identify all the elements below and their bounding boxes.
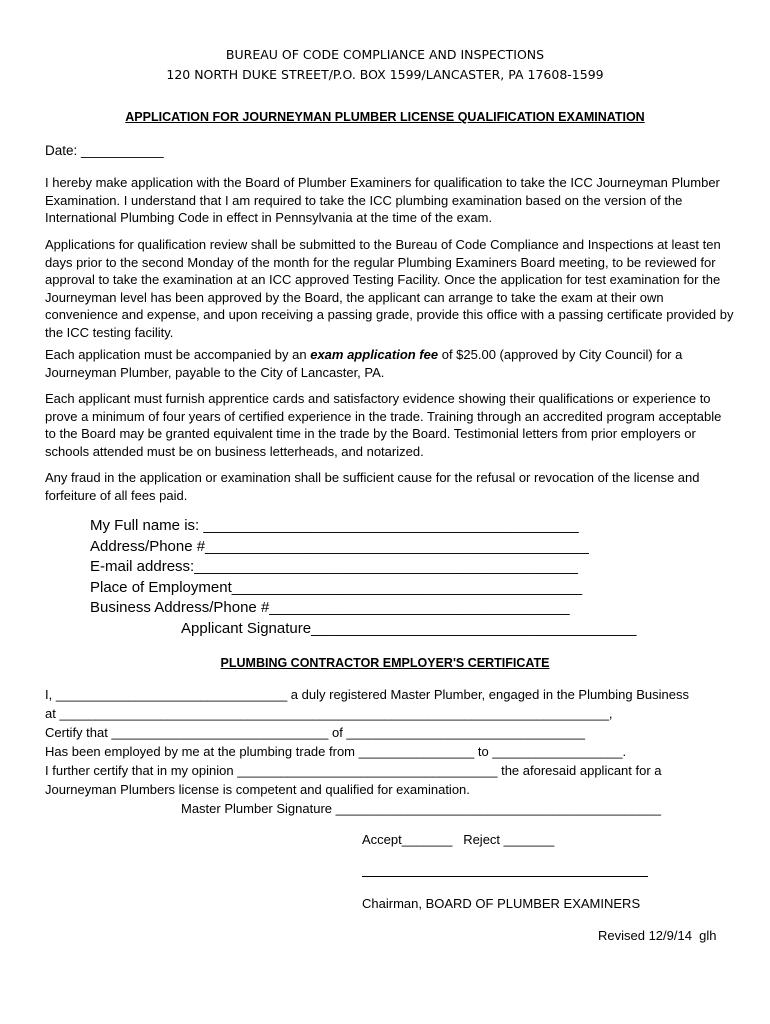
certificate-line-opinion[interactable]: I further certify that in my opinion ____________________________________ the aforesaid applicant for a <box>45 763 662 778</box>
applicant-signature-field[interactable]: Applicant Signature_______________________________________ <box>181 620 637 637</box>
paragraph-evidence: Each applicant must furnish apprentice cards and satisfactory evidence showing their qualifications or experience to prove a minimum of four years of certified experience in the trade. Training through an accredited program acceptable to the Board may be granted equivalent time in the trade by the Board. Testimonial letters from prior employers or schools attended must be on business letterheads, and notarized. <box>45 391 722 459</box>
address-phone-field[interactable]: Address/Phone #______________________________________________ <box>90 538 589 555</box>
certificate-line-employment-dates[interactable]: Has been employed by me at the plumbing trade from ________________ to __________________. <box>45 744 627 759</box>
employment-field[interactable]: Place of Employment__________________________________________ <box>90 579 583 596</box>
certificate-line-master-plumber[interactable]: I, ________________________________ a duly registered Master Plumber, engaged in the Plumbing Business <box>45 687 689 702</box>
revision-note: Revised 12/9/14 glh <box>598 928 717 943</box>
form-title: APPLICATION FOR JOURNEYMAN PLUMBER LICENSE QUALIFICATION EXAMINATION <box>125 110 645 124</box>
date-field[interactable]: Date: ___________ <box>45 143 164 158</box>
fee-text-before: Each application must be accompanied by an <box>45 347 311 362</box>
chairman-label: Chairman, BOARD OF PLUMBER EXAMINERS <box>362 896 641 911</box>
certificate-line-business-location[interactable]: at ____________________________________________________________________________, <box>45 706 613 721</box>
chairman-signature-line[interactable] <box>362 876 648 877</box>
fee-emphasis: exam application fee <box>310 347 439 362</box>
certificate-title: PLUMBING CONTRACTOR EMPLOYER'S CERTIFICATE <box>220 656 550 670</box>
bureau-name: BUREAU OF CODE COMPLIANCE AND INSPECTIONS <box>225 47 545 62</box>
paragraph-fee <box>45 346 735 381</box>
master-plumber-signature-field[interactable]: Master Plumber Signature _____________________________________________ <box>181 801 661 816</box>
certificate-line-certify[interactable]: Certify that ______________________________ of _________________________________ <box>45 725 586 740</box>
certificate-line-qualified: Journeyman Plumbers license is competent and qualified for examination. <box>45 782 470 797</box>
bureau-address: 120 NORTH DUKE STREET/P.O. BOX 1599/LANCASTER, PA 17608-1599 <box>166 67 604 82</box>
business-address-field[interactable]: Business Address/Phone #____________________________________ <box>90 599 570 616</box>
paragraph-submission: Applications for qualification review shall be submitted to the Bureau of Code Compliance and Inspections at least ten days prior to the second Monday of the month for the regular Plumbing Examiners Board meeting, to be reviewed for approval to take the examination at an ICC approved Testing Facility. Once the application for test examination for the Journeyman level has been approved by the Board, the applicant can arrange to take the exam at their own convenience and expense, and upon receiving a passing grade, provide this office with a passing certificate provided by the ICC testing facility. <box>45 237 734 340</box>
fee-text-after: of $25.00 (approved by City Council) for a Journeyman Plumber, payable to the City of Lancaster, PA. <box>45 347 683 380</box>
email-field[interactable]: E-mail address:______________________________________________ <box>90 558 578 575</box>
full-name-field[interactable]: My Full name is: _____________________________________________ <box>90 517 579 534</box>
accept-reject-fields[interactable]: Accept_______ Reject _______ <box>362 832 555 847</box>
paragraph-fraud: Any fraud in the application or examination shall be sufficient cause for the refusal or revocation of the license and forfeiture of all fees paid. <box>45 470 700 503</box>
paragraph-intro: I hereby make application with the Board of Plumber Examiners for qualification to take the ICC Journeyman Plumber Examination. I understand that I am required to take the ICC plumbing examination based on the version of the International Plumbing Code in effect in Pennsylvania at the time of the exam. <box>45 175 720 225</box>
